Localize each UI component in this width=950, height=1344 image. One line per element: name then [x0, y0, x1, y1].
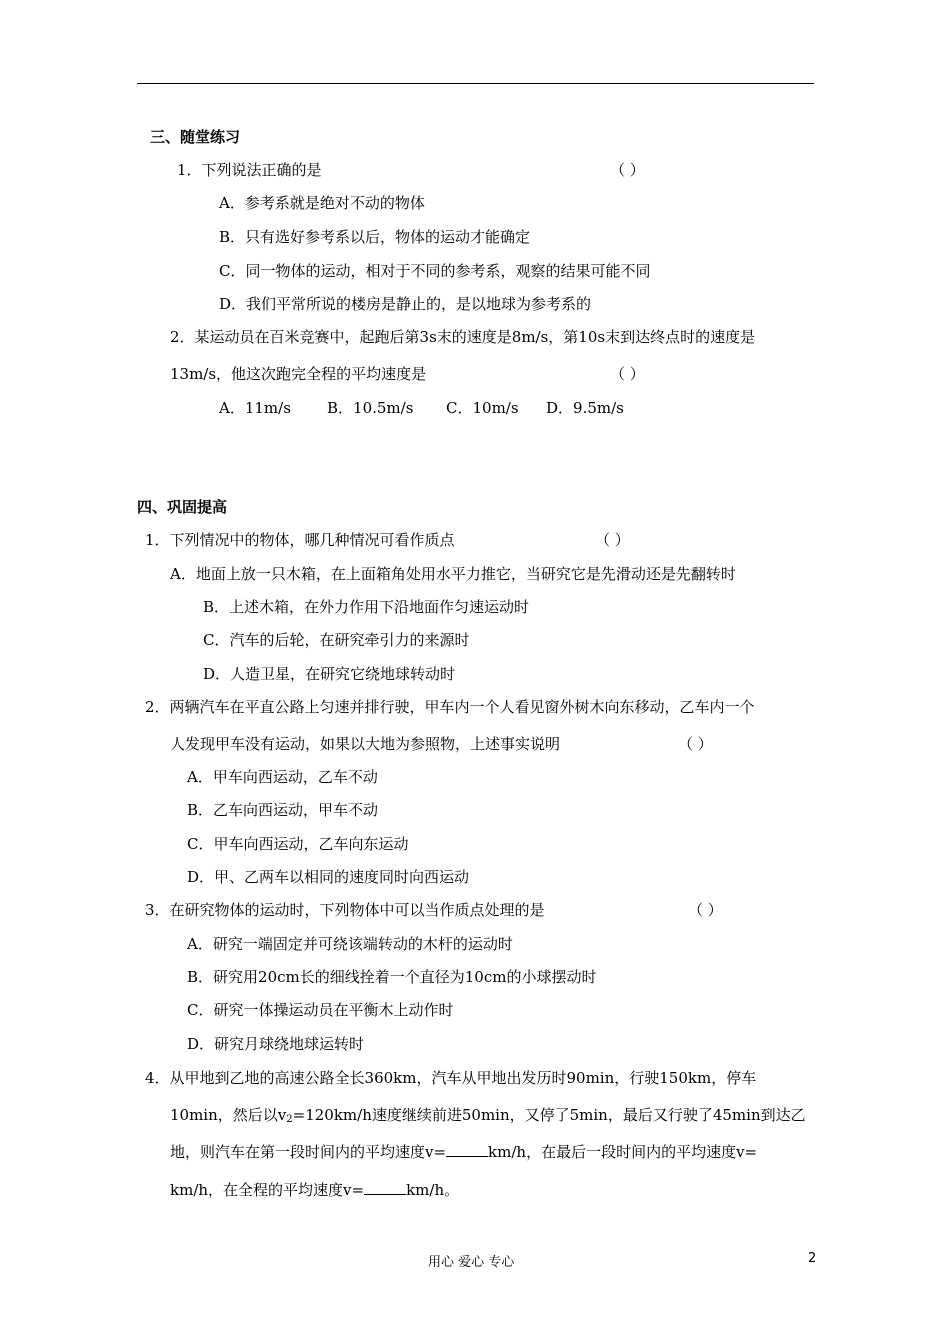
s3-q2-option-d: D．9.5m/s — [546, 399, 624, 417]
s3-q1-answer-paren: （ ） — [610, 161, 645, 179]
s4-q4-line4: km/h，在全程的平均速度v= km/h。 — [170, 1181, 460, 1199]
answer-blank[interactable] — [446, 1142, 488, 1157]
s4-q1-option-d: D．人造卫星，在研究它绕地球转动时 — [203, 665, 456, 683]
s4-q3-option-b: B．研究用20cm长的细线拴着一个直径为10cm的小球摆动时 — [187, 968, 597, 986]
s3-q2-option-a: A．11m/s — [219, 399, 291, 417]
s4-q2-option-a: A．甲车向西运动，乙车不动 — [187, 768, 378, 786]
s4-q3-option-d: D．研究月球绕地球运转时 — [187, 1035, 365, 1053]
s3-q2-option-b: B．10.5m/s — [327, 399, 414, 417]
s4-q4-line3: 地，则汽车在第一段时间内的平均速度v= km/h，在最后一段时间内的平均速度v= — [170, 1143, 758, 1161]
s4-q1-answer-paren: （ ） — [595, 531, 630, 549]
s4-q2-answer-paren: （ ） — [678, 735, 713, 753]
s4-q3-answer-paren: （ ） — [688, 901, 723, 919]
s4-q3-option-a: A．研究一端固定并可绕该端转动的木杆的运动时 — [187, 935, 513, 953]
answer-blank[interactable] — [364, 1180, 406, 1195]
s3-q1-option-b: B．只有选好参考系以后，物体的运动才能确定 — [219, 228, 531, 246]
s3-q1-option-d: D．我们平常所说的楼房是静止的，是以地球为参考系的 — [219, 295, 592, 313]
s4-q2-option-b: B．乙车向西运动，甲车不动 — [187, 801, 379, 819]
s3-q2-line1: 2．某运动员在百米竞赛中，起跑后第3s末的速度是8m/s，第10s末到达终点时的速度是 — [170, 328, 756, 346]
s3-q1-option-c: C．同一物体的运动，相对于不同的参考系，观察的结果可能不同 — [219, 262, 651, 280]
s4-q1-stem: 1．下列情况中的物体，哪几种情况可看作质点 — [145, 531, 455, 549]
s4-q2-line1: 2．两辆汽车在平直公路上匀速并排行驶，甲车内一个人看见窗外树木向东移动，乙车内一个 — [145, 698, 755, 716]
s3-q1-option-a: A．参考系就是绝对不动的物体 — [219, 194, 425, 212]
section-3-title: 三、随堂练习 — [150, 128, 241, 146]
section-4-title: 四、巩固提高 — [137, 498, 228, 516]
s4-q1-option-b: B．上述木箱，在外力作用下沿地面作匀速运动时 — [203, 598, 530, 616]
s3-q1-stem: 1．下列说法正确的是 — [177, 161, 322, 179]
s4-q1-option-c: C．汽车的后轮，在研究牵引力的来源时 — [203, 631, 470, 649]
s4-q2-option-d: D．甲、乙两车以相同的速度同时向西运动 — [187, 868, 470, 886]
s3-q2-option-c: C．10m/s — [446, 399, 519, 417]
s4-q4-line1: 4．从甲地到乙地的高速公路全长360km，汽车从甲地出发历时90min，行驶150km，停车 — [145, 1069, 757, 1087]
s4-q1-option-a: A．地面上放一只木箱，在上面箱角处用水平力推它，当研究它是先滑动还是先翻转时 — [170, 565, 736, 583]
s4-q2-line2: 人发现甲车没有运动，如果以大地为参照物，上述事实说明 — [170, 735, 561, 753]
s3-q2-answer-paren: （ ） — [610, 365, 645, 383]
page-number: 2 — [808, 1251, 817, 1266]
s4-q2-option-c: C．甲车向西运动，乙车向东运动 — [187, 835, 409, 853]
footer-text: 用心 爱心 专心 — [428, 1255, 515, 1270]
s4-q3-option-c: C．研究一体操运动员在平衡木上动作时 — [187, 1001, 454, 1019]
s4-q4-line2: 10min，然后以$v_2=120km/h$速度继续前进50min，又停了5min，最后又行驶了45min到达乙 — [170, 1106, 806, 1125]
header-rule — [137, 83, 814, 84]
s3-q2-line2: 13m/s，他这次跑完全程的平均速度是 — [170, 365, 427, 383]
s4-q3-stem: 3．在研究物体的运动时，下列物体中可以当作质点处理的是 — [145, 901, 545, 919]
